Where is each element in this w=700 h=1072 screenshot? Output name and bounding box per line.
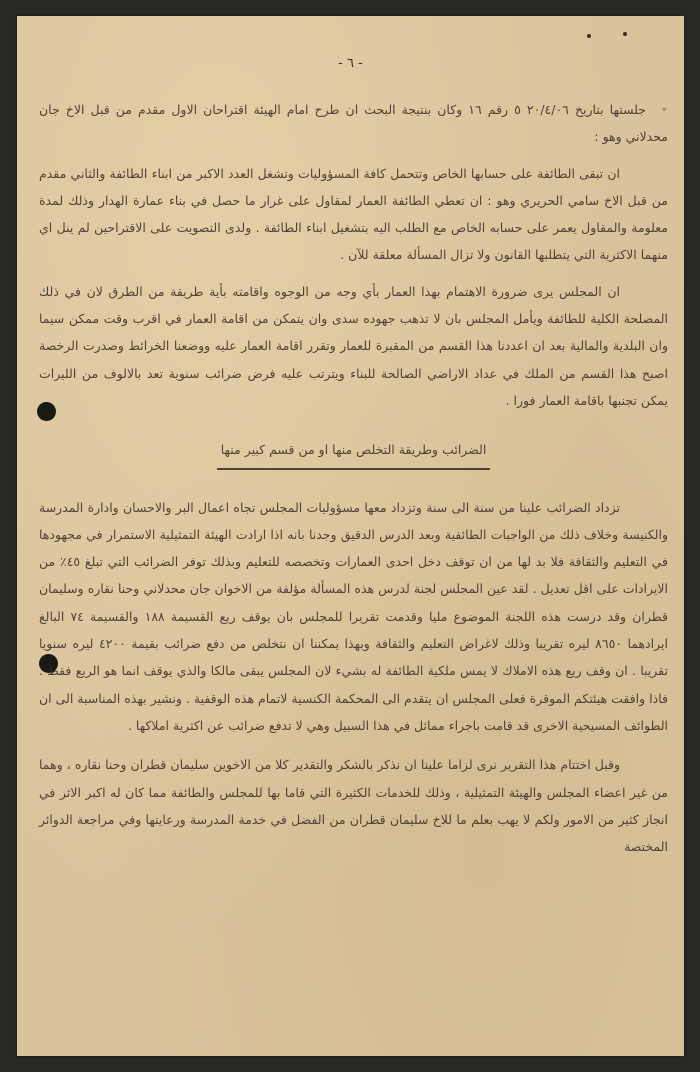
section-heading-text: الضرائب وطريقة التخلص منها او من قسم كبير منها [217,436,491,469]
paragraph-proposals [39,160,668,269]
document-page [17,16,684,1056]
paragraph-text: ان المجلس يرى ضرورة الاهتمام بهذا العمار بأي وجه من الوجوه واقامته بأية طريقة من الطرق لان في ذلك المصلحة الكلية للطائفة ويأمل المجلس بان لا تذهب جهوده سدى وان يتمكن من اقامة العمار في اقرب وقت ممكن سيما وان البلدية والمالية بعد ان اعددنا هذا القسم من المقبرة للعمار وتقرر اقامة العمار عليه ووضعنا الخرائط وصدرت الرخصة اصبح هذا القسم من الملك في عداد الاراضي الصالحة للبناء ويترتب عليه فرض ضرائب سنوية تعد بالالوف من الليرات يمكن تجنبها باقامة العمار فورا . [39,283,668,408]
paragraph-text: جلستها بتاريخ ٢٠/٤/٠٦ ٥ رقم ١٦ وكان بنتيجة البحث ان طرح امام الهيئة اقتراحان الاول مقدم من قبل الاخ جان محدلاني وهو : [39,102,668,145]
paragraph-text: وقبل اختتام هذا التقرير نرى لزاما علينا ان نذكر بالشكر والتقدير كلا من الاخوين سليمان قطران وحنا نقاره ، وهما من غير اعضاء المجلس والهيئة التمثيلية ، وذلك للخدمات الكثيرة التي قاما بها للمجلس والطائفة مما كان له اكبر الاثر في انجاز كثير من الامور ولكم لا يهب بعلم ما للاخ سليمان قطران من الفضل في خدمة المدرسة ورعايتها وفي مراجعة الدوائر المختصة [39,757,668,855]
paragraph-taxes [39,494,668,740]
section-heading [39,436,668,469]
paragraph-continued [39,96,668,151]
paper-speck [623,32,627,36]
page-number: - ٦ - [338,56,363,71]
paragraph-text: تزداد الضرائب علينا من سنة الى سنة وتزداد معها مسؤوليات المجلس تجاه اعمال البر والاحسان وادارة المدرسة والكنيسة وخلاف ذلك من الواجبات الطائفية وبعد الدرس الدقيق وجدنا بانه اذا ارادت الهيئة التمثيلية الاستمرار في مجهودها في التعليم والثقافة فلا بد لها من ان توقف دخل احدى العمارات وتخصصه للتعليم وبذلك توفر الضرائب التي تبلغ ٤٥٪ من الايرادات على اقل تعديل . لقد عين المجلس لجنة لدرس هذه المسألة مؤلفة من الاخوان جان محدلاني وحنا نقاره وسليمان قطران وقد درست هذه اللجنة الموضوع مليا وقدمت تقريرا للمجلس بان يوقف ريع القسيمة ١٨٨ والقسيمة ٧٤ البالغ ايرادهما ٨٦٥٠ ليره تقريبا وذلك لاغراض التعليم والثقافة وبهذا يمكننا ان نتخلص من دفع ضرائب بقيمة ٤٢٠٠ ليره سنويا تقريبا . ان وقف ريع هذه الاملاك لا يمس ملكية الطائفة له بشيء لان المجلس يبقى مالكا والذي يوقف انما هو الريع فقط . فاذا وافقت هيئتكم الموقرة فعلى المجلس ان يتقدم الى المحكمة الكنسية لاتمام هذه الوقفية . ونشير بهذه المناسبة الى ان الطوائف المسيحية الاخرى قد قامت باجراء مماثل في هذا السبيل وهي لا تدفع ضرائب عن اكثرية املاكها . [39,499,669,733]
paragraph-acknowledgements [39,751,668,860]
document-body [39,96,668,860]
paragraph-building-plan [39,278,668,414]
paper-speck [587,34,591,38]
paragraph-text: ان تبقى الطائفة على حسابها الخاص وتتحمل كافة المسؤوليات وتشغل العدد الاكبر من ابناء الطائفة والثاني مقدم من قبل الاخ سامي الحريري وهو : ان تعطي الطائفة العمار لمقاول على غرار ما حصل في بناء عمارة الهدار وذلك لمدة معلومة والمقاول يعمر على حسابه الخاص مع الطلب اليه بتشغيل ابناء الطائفة . ولدى التصويت على الاقتراحين لم ينل اي منهما الاكثرية التي يتطلبها القانون ولا تزال المسألة معلقة للآن . [39,165,668,263]
bullet-dot: • [660,102,668,117]
